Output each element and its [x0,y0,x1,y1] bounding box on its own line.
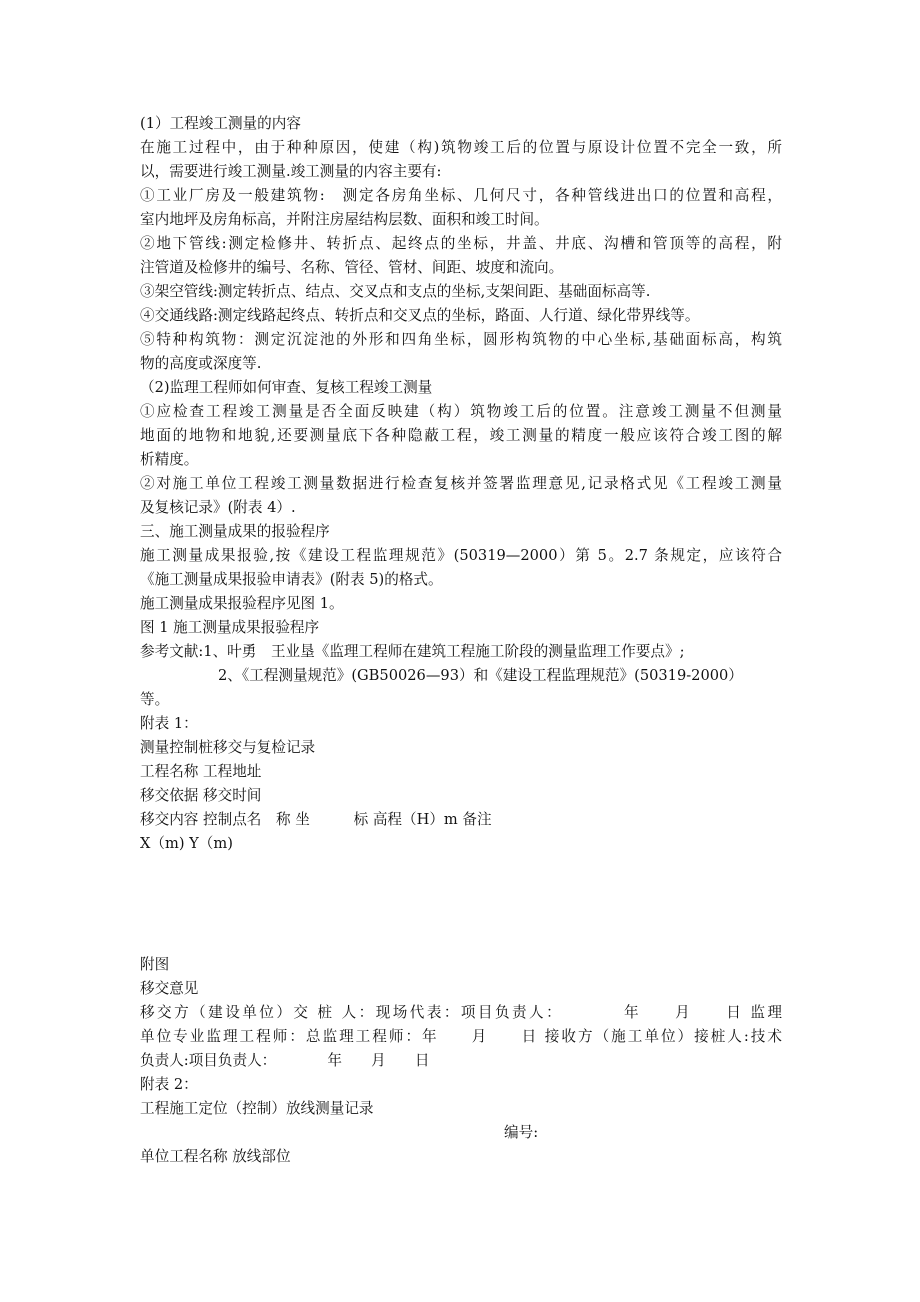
paragraph-line: ①应检查工程竣工测量是否全面反映建（构）筑物竣工后的位置。注意竣工测量不但测量 [140,403,782,420]
section-heading-procedure: 三、施工测量成果的报验程序 [140,523,330,540]
form-row: 移交意见 [140,980,199,997]
paragraph-line: ④交通线路:测定线路起终点、转折点和交叉点的坐标，路面、人行道、绿化带界线等。 [140,307,700,324]
form-row: 工程名称 工程地址 [140,763,262,780]
paragraph-line: 地面的地物和地貌,还要测量底下各种隐蔽工程，竣工测量的精度一般应该符合竣工图的解 [140,427,782,444]
paragraph-line: 室内地坪及房角标高，并附注房屋结构层数、面积和竣工时间。 [140,211,549,228]
paragraph-line: 以，需要进行竣工测量.竣工测量的内容主要有: [140,163,442,180]
form-row: 单位专业监理工程师：总监理工程师：年 月 日 接收方（施工单位）接桩人:技术 [140,1028,782,1045]
paragraph-line: ⑤特种构筑物：测定沉淀池的外形和四角坐标，圆形构筑物的中心坐标,基础面标高，构筑 [140,331,782,348]
form-row: 单位工程名称 放线部位 [140,1148,291,1165]
form-row: 负责人:项目负责人： 年 月 日 [140,1052,430,1069]
paragraph-line: ①工业厂房及一般建筑物: 测定各房角坐标、几何尺寸，各种管线进出口的位置和高程， [140,187,782,204]
reference-line: 2、《工程测量规范》(GB50026—93）和《建设工程监理规范》(50319-2000） [218,667,743,684]
section-heading-completion-survey: (1）工程竣工测量的内容 [140,115,301,132]
form-row: 移交依据 移交时间 [140,787,262,804]
reference-line: 等。 [140,691,170,708]
appendix-label: 附表 2： [140,1076,198,1093]
form-row: X（m) Y（m) [140,835,233,852]
paragraph-line: 注管道及检修井的编号、名称、管径、管材、间距、坡度和流向。 [140,259,564,276]
paragraph-line: 及复核记录》(附表 4）. [140,499,296,516]
appendix-label: 附表 1： [140,715,198,732]
paragraph-line: 施工测量成果报验程序见图 1。 [140,595,344,612]
section-heading-review: （2)监理工程师如何审查、复核工程竣工测量 [140,379,433,396]
paragraph-line: 物的高度或深度等. [140,355,262,372]
paragraph-line: 《施工测量成果报验申请表》(附表 5)的格式。 [140,571,443,588]
paragraph-line: 在施工过程中，由于种种原因，使建（构)筑物竣工后的位置与原设计位置不完全一致，所 [140,139,782,156]
form-row: 移交方（建设单位）交 桩 人：现场代表：项目负责人： 年 月 日 监理 [140,1004,782,1021]
table-title: 测量控制桩移交与复检记录 [140,739,316,756]
paragraph-line: 施工测量成果报验,按《建设工程监理规范》(50319—2000）第 5。2.7 条规定，应该符合 [140,547,782,564]
serial-number-label: 编号: [504,1124,539,1141]
paragraph-line: ②地下管线:测定检修井、转折点、起终点的坐标，井盖、井底、沟槽和管顶等的高程，附 [140,235,782,252]
appendix-figure-label: 附图 [140,956,170,973]
form-row: 移交内容 控制点名 称 坐 标 高程（H）m 备注 [140,811,492,828]
paragraph-line: 析精度。 [140,451,199,468]
table-title: 工程施工定位（控制）放线测量记录 [140,1100,374,1117]
reference-line: 参考文献:1、叶勇 王业垦《监理工程师在建筑工程施工阶段的测量监理工作要点》; [140,643,685,660]
figure-caption: 图 1 施工测量成果报验程序 [140,619,320,636]
paragraph-line: ③架空管线:测定转折点、结点、交叉点和支点的坐标,支架间距、基础面标高等. [140,283,651,300]
paragraph-line: ②对施工单位工程竣工测量数据进行检查复核并签署监理意见,记录格式见《工程竣工测量 [140,475,782,492]
